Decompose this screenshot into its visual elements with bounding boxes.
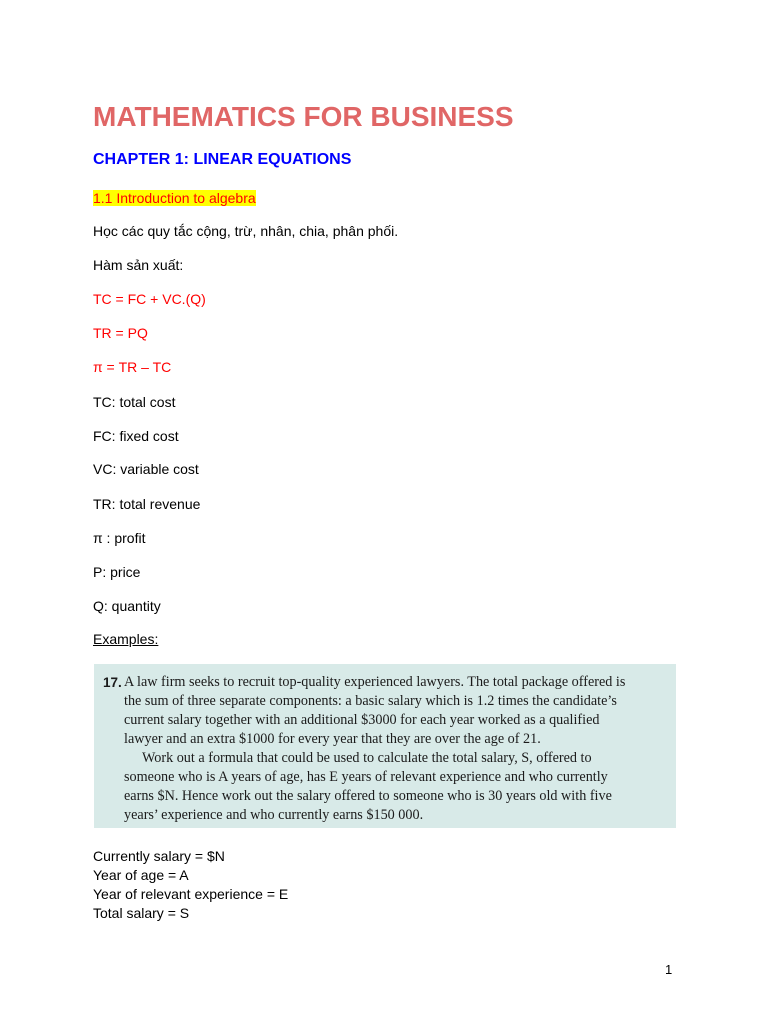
exercise-line: the sum of three separate components: a basic salary which is 1.2 times the candidate’s — [124, 693, 617, 709]
page-number: 1 — [665, 962, 673, 977]
exercise-line: Work out a formula that could be used to calculate the total salary, S, offered to — [142, 750, 592, 766]
variable-age: Year of age = A — [93, 867, 189, 883]
definition-tr: TR: total revenue — [93, 496, 201, 512]
exercise-line: lawyer and an extra $1000 for every year that they are over the age of 21. — [124, 731, 541, 747]
formula-profit: π = TR – TC — [93, 359, 172, 375]
definition-profit: π : profit — [93, 530, 146, 546]
definition-price: P: price — [93, 564, 141, 580]
section-heading-text: 1.1 Introduction to algebra — [93, 190, 256, 206]
exercise-image — [94, 664, 676, 828]
exercise-line: someone who is A years of age, has E years of relevant experience and who currently — [124, 769, 608, 785]
definition-fc: FC: fixed cost — [93, 428, 179, 444]
variable-experience: Year of relevant experience = E — [93, 886, 289, 902]
exercise-line: years’ experience and who currently earns $150 000. — [124, 807, 424, 823]
formula-total-revenue: TR = PQ — [93, 325, 148, 341]
exercise-line: current salary together with an additional $3000 for each year worked as a qualified — [124, 712, 600, 728]
intro-rules-text: Học các quy tắc cộng, trừ, nhân, chia, phân phối. — [93, 223, 399, 239]
variable-current-salary: Currently salary = $N — [93, 848, 225, 864]
exercise-line: earns $N. Hence work out the salary offered to someone who is 30 years old with five — [124, 788, 612, 804]
definition-vc: VC: variable cost — [93, 461, 199, 477]
document-title: MATHEMATICS FOR BUSINESS — [93, 101, 514, 132]
formula-total-cost: TC = FC + VC.(Q) — [93, 291, 206, 307]
definition-tc: TC: total cost — [93, 394, 176, 410]
definition-quantity: Q: quantity — [93, 598, 161, 614]
exercise-line: A law firm seeks to recruit top-quality experienced lawyers. The total package offered is — [124, 674, 626, 690]
examples-label: Examples: — [93, 631, 159, 647]
exercise-number: 17. — [103, 675, 122, 690]
chapter-heading: CHAPTER 1: LINEAR EQUATIONS — [93, 151, 352, 168]
section-heading — [93, 189, 256, 207]
variable-total-salary: Total salary = S — [93, 905, 190, 921]
production-function-label: Hàm sản xuất: — [93, 257, 184, 273]
